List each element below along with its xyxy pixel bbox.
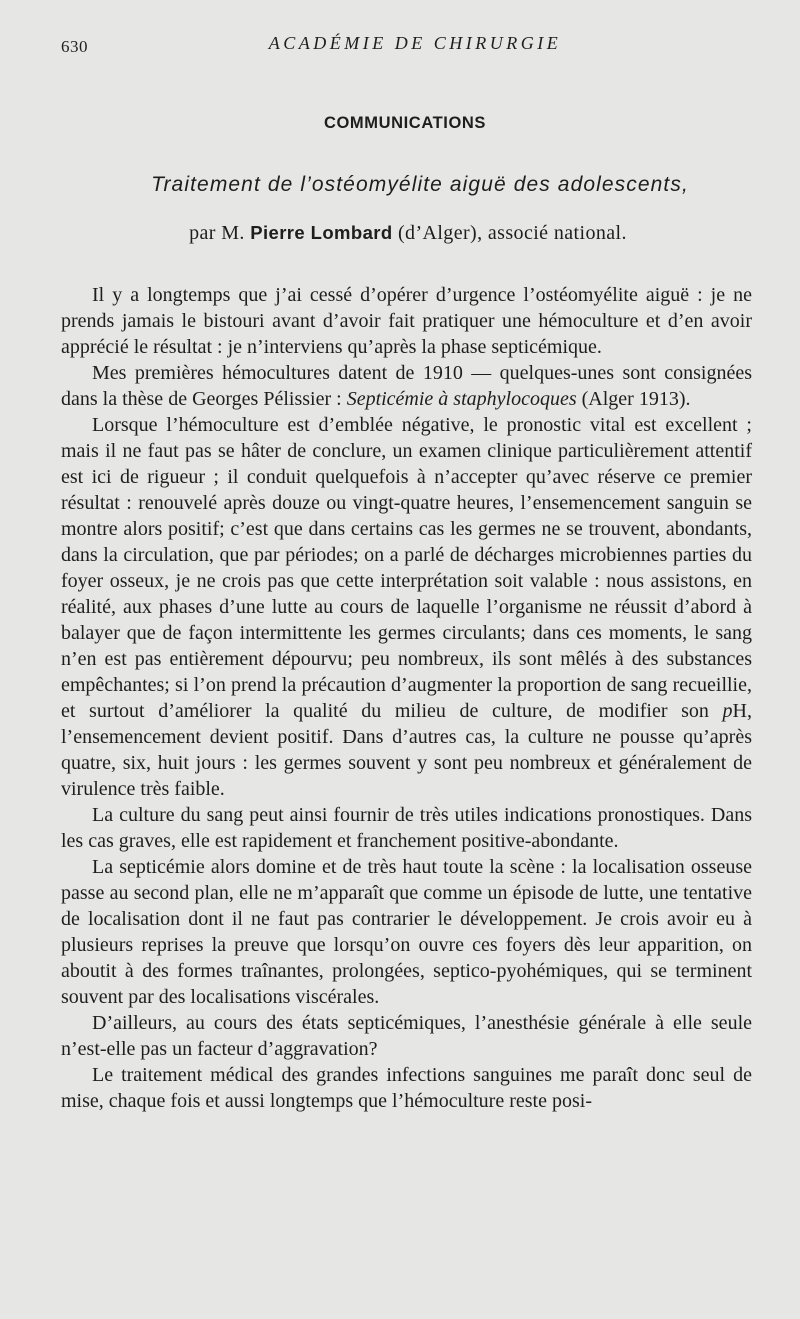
paragraph-text: H, l’ensemencement devient positif. Dans d’autres cas, la culture ne pousse qu’après quatre, six, huit jours : les germes souvent y sont peu nombreux et généralement de virulence très faible. (61, 700, 752, 800)
ph-symbol: p (722, 700, 733, 722)
article-title: Traitement de l’ostéomyélite aiguë des adolescents, (151, 173, 689, 196)
paragraph-text: Mes premières hémocultures datent de 1910 — quelques-unes sont consignées dans la thèse de Georges Pélissier : (61, 362, 752, 410)
byline-suffix: (d’Alger), associé national. (392, 222, 627, 244)
byline (0, 222, 800, 245)
cited-thesis-title: Septicémie à staphylocoques (346, 388, 577, 410)
paragraph: Le traitement médical des grandes infections sanguines me paraît donc seul de mise, chaque fois et aussi longtemps que l’hémoculture reste posi- (61, 1064, 752, 1112)
page-number: 630 (61, 37, 88, 56)
paragraph-text: Lorsque l’hémoculture est d’emblée négative, le pronostic vital est excellent ; mais il ne faut pas se hâter de conclure, un examen clinique particulièrement attentif est ici de rigueur ; il conduit quelquefois à n’accepter qu’avec réserve ce premier résultat : renouvelé après douze ou vingt-quatre heures, l’ensemencement sanguin se montre alors positif; c’est que dans certains cas les germes ne se trouvent, abondants, dans la circulation, que par périodes; on a parlé de décharges microbiennes parties du foyer osseux, je ne crois pas que cette interprétation soit valable : nous assistons, en réalité, aux phases d’une lutte au cours de laquelle l’organisme ne réussit d’abord à balayer que de façon intermittente les germes circulants; dans ces moments, le sang n’en est pas entièrement dépourvu; peu nombreux, ils sont mêlés à des substances empêchantes; si l’on prend la précaution d’augmenter la proportion de sang recueillie, et surtout d’améliorer la qualité du milieu de culture, de modifier son (61, 414, 752, 722)
paragraph: La septicémie alors domine et de très haut toute la scène : la localisation osseuse passe au second plan, elle ne m’apparaît que comme un épisode de lutte, une tentative de localisation dont il ne faut pas contrarier le développement. Je crois avoir eu à plusieurs reprises la preuve que lorsqu’on ouvre ces foyers dès leur apparition, on aboutit à des formes traînantes, prolongées, septico-pyohémiques, qui se terminent souvent par des localisations viscérales. (61, 856, 752, 1008)
paragraph: Il y a longtemps que j’ai cessé d’opérer d’urgence l’ostéomyélite aiguë : je ne prends jamais le bistouri avant d’avoir fait pratiquer une hémoculture et d’en avoir apprécié le résultat : je n’interviens qu’après la phase septicémique. (61, 284, 752, 358)
paragraph (61, 360, 752, 412)
paragraph-text: (Alger 1913). (576, 388, 691, 410)
paragraph (61, 412, 752, 802)
author-name: Pierre Lombard (250, 222, 393, 243)
paragraph: D’ailleurs, au cours des états septicémiques, l’anesthésie générale à elle seule n’est-elle pas un facteur d’aggravation? (61, 1012, 752, 1060)
paragraph: La culture du sang peut ainsi fournir de très utiles indications pronostiques. Dans les cas graves, elle est rapidement et franchement positive-abondante. (61, 804, 752, 852)
byline-prefix: par M. (189, 222, 251, 244)
section-heading: COMMUNICATIONS (323, 114, 487, 132)
article-body (61, 282, 752, 1114)
running-head: ACADÉMIE DE CHIRURGIE (268, 33, 562, 53)
